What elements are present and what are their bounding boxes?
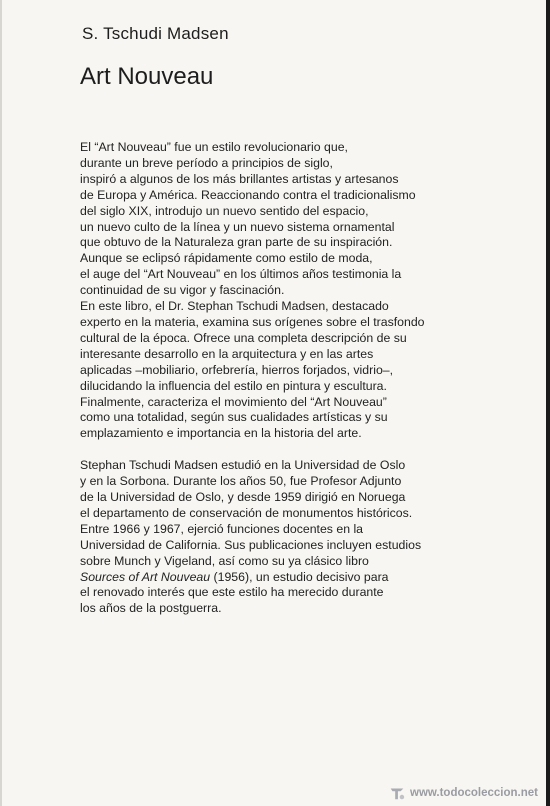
text-line: el renovado interés que este estilo ha merecido durante <box>80 585 384 600</box>
cited-book-year: (1956), un estudio decisivo para <box>210 569 389 584</box>
book-title: Art Nouveau <box>80 63 214 90</box>
blurb <box>80 140 520 617</box>
text-line: Universidad de California. Sus publicaciones incluyen estudios <box>80 537 422 552</box>
text-line <box>80 570 520 586</box>
text-line: Stephan Tschudi Madsen estudió en la Universidad de Oslo <box>80 458 406 473</box>
description-paragraph <box>80 140 520 442</box>
text-line: experto en la materia, examina sus orígenes sobre el trasfondo <box>80 314 425 329</box>
text-line: como una totalidad, según sus cualidades artísticas y su <box>80 410 388 425</box>
text-line: emplazamiento e importancia en la historia del arte. <box>80 426 362 441</box>
text-line: del siglo XIX, introdujo un nuevo sentido del espacio, <box>80 203 369 218</box>
text-line: sobre Munch y Vigeland, así como su ya clásico libro <box>80 553 369 568</box>
site-watermark <box>388 784 538 802</box>
text-line: inspiró a algunos de los más brillantes artistas y artesanos <box>80 171 399 186</box>
text-line: cultural de la época. Ofrece una completa descripción de su <box>80 330 407 345</box>
text-line: durante un breve período a principios de siglo, <box>80 155 333 170</box>
text-line: de Europa y América. Reaccionando contra el tradicionalismo <box>80 187 416 202</box>
text-line: de la Universidad de Oslo, y desde 1959 dirigió en Noruega <box>80 490 406 505</box>
text-line: aplicadas –mobiliario, orfebrería, hierros forjados, vidrio–, <box>80 362 394 377</box>
text-line: El “Art Nouveau” fue un estilo revolucionario que, <box>80 140 348 154</box>
author-bio-paragraph <box>80 458 520 617</box>
text-line: Finalmente, caracteriza el movimiento del “Art Nouveau” <box>80 394 387 409</box>
text-line: los años de la postguerra. <box>80 601 222 616</box>
author-name: S. Tschudi Madsen <box>82 24 229 43</box>
cited-book-title: Sources of Art Nouveau <box>80 569 211 584</box>
text-line: dilucidando la influencia del estilo en pintura y escultura. <box>80 378 387 393</box>
text-line: continuidad de su vigor y fascinación. <box>80 283 285 298</box>
text-line: el departamento de conservación de monumentos históricos. <box>80 505 413 520</box>
todocoleccion-logo-icon <box>388 784 406 802</box>
text-line: el auge del “Art Nouveau” en los últimos años testimonia la <box>80 267 402 282</box>
watermark-text: www.todocoleccion.net <box>410 787 538 799</box>
text-line: un nuevo culto de la línea y un nuevo sistema ornamental <box>80 219 395 234</box>
text-line: y en la Sorbona. Durante los años 50, fue Profesor Adjunto <box>80 474 402 489</box>
text-line: En este libro, el Dr. Stephan Tschudi Madsen, destacado <box>80 299 389 314</box>
text-line: Entre 1966 y 1967, ejerció funciones docentes en la <box>80 521 364 536</box>
text-line: interesante desarrollo en la arquitectura y en las artes <box>80 346 374 361</box>
text-line: que obtuvo de la Naturaleza gran parte de su inspiración. <box>80 235 393 250</box>
text-line: Aunque se eclipsó rápidamente como estilo de moda, <box>80 251 373 266</box>
